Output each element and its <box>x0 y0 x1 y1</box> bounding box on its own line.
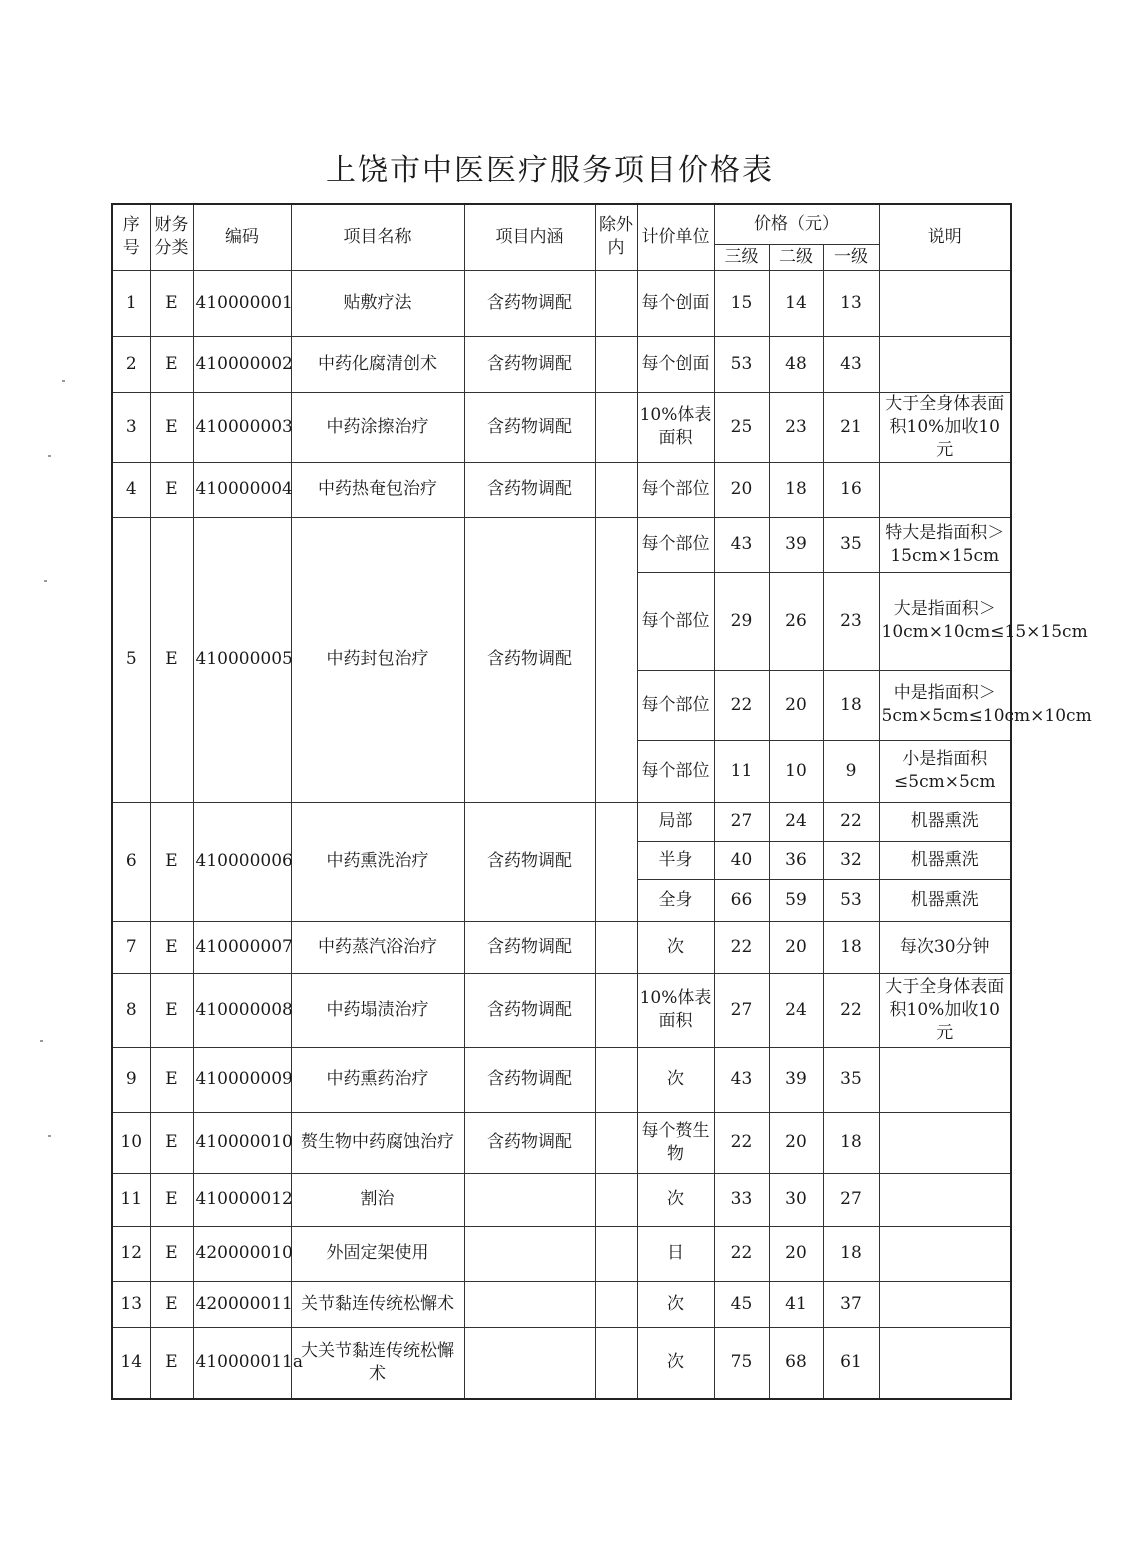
row-unit: 每个部位 <box>637 462 714 517</box>
row-price-level1: 16 <box>823 462 879 517</box>
row-code: 410000007 <box>193 921 291 973</box>
row-category: E <box>150 1281 193 1327</box>
row-price-level3: 75 <box>714 1327 769 1399</box>
row-note: 特大是指面积＞15cm×15cm <box>879 517 1011 572</box>
row-name: 中药封包治疗 <box>291 517 464 802</box>
row-price-level2: 36 <box>769 841 823 879</box>
row-excluded <box>595 802 637 921</box>
row-unit: 每个部位 <box>637 740 714 802</box>
row-name: 关节黏连传统松懈术 <box>291 1281 464 1327</box>
row-price-level1: 35 <box>823 517 879 572</box>
row-price-level1: 35 <box>823 1047 879 1112</box>
row-price-level3: 20 <box>714 462 769 517</box>
row-price-level2: 20 <box>769 1112 823 1173</box>
table-row <box>112 973 1011 1047</box>
row-note: 每次30分钟 <box>879 921 1011 973</box>
row-code: 410000001 <box>193 270 291 336</box>
row-code: 410000009 <box>193 1047 291 1112</box>
row-excluded <box>595 270 637 336</box>
header-excluded: 除外内 <box>595 204 637 270</box>
row-unit: 10%体表面积 <box>637 392 714 462</box>
row-price-level2: 24 <box>769 802 823 841</box>
row-unit: 局部 <box>637 802 714 841</box>
row-price-level1: 37 <box>823 1281 879 1327</box>
row-category: E <box>150 1047 193 1112</box>
row-price-level3: 53 <box>714 336 769 392</box>
scan-speck <box>40 1040 43 1042</box>
row-unit: 每个赘生物 <box>637 1112 714 1173</box>
row-seq: 1 <box>112 270 150 336</box>
row-seq: 7 <box>112 921 150 973</box>
row-category: E <box>150 973 193 1047</box>
row-note <box>879 1226 1011 1281</box>
row-seq: 4 <box>112 462 150 517</box>
row-note: 机器熏洗 <box>879 879 1011 921</box>
row-name: 中药塌渍治疗 <box>291 973 464 1047</box>
header-row <box>112 204 1011 244</box>
row-unit: 次 <box>637 1173 714 1226</box>
row-price-level3: 27 <box>714 802 769 841</box>
row-seq: 11 <box>112 1173 150 1226</box>
row-price-level3: 40 <box>714 841 769 879</box>
row-category: E <box>150 462 193 517</box>
row-price-level1: 22 <box>823 973 879 1047</box>
row-unit: 次 <box>637 1047 714 1112</box>
row-note: 小是指面积≤5cm×5cm <box>879 740 1011 802</box>
table-row <box>112 1112 1011 1173</box>
row-note <box>879 1112 1011 1173</box>
row-category: E <box>150 921 193 973</box>
row-category: E <box>150 336 193 392</box>
table-row <box>112 392 1011 462</box>
price-table-body <box>112 204 1092 1399</box>
row-price-level3: 43 <box>714 1047 769 1112</box>
row-price-level3: 25 <box>714 392 769 462</box>
row-price-level3: 29 <box>714 572 769 670</box>
row-name: 中药热奄包治疗 <box>291 462 464 517</box>
scan-speck <box>62 380 65 382</box>
row-name: 外固定架使用 <box>291 1226 464 1281</box>
row-price-level1: 22 <box>823 802 879 841</box>
row-unit: 次 <box>637 1281 714 1327</box>
header-level2: 二级 <box>769 244 823 270</box>
row-seq: 8 <box>112 973 150 1047</box>
row-code: 410000002 <box>193 336 291 392</box>
row-category: E <box>150 517 193 802</box>
table-row <box>112 1173 1011 1226</box>
row-content: 含药物调配 <box>464 921 595 973</box>
table-row <box>112 921 1011 973</box>
row-price-level1: 32 <box>823 841 879 879</box>
row-content: 含药物调配 <box>464 1112 595 1173</box>
row-unit: 全身 <box>637 879 714 921</box>
table-row <box>112 270 1011 336</box>
row-note: 机器熏洗 <box>879 841 1011 879</box>
header-level3: 三级 <box>714 244 769 270</box>
row-seq: 3 <box>112 392 150 462</box>
row-name: 割治 <box>291 1173 464 1226</box>
row-name: 中药熏洗治疗 <box>291 802 464 921</box>
row-content <box>464 1173 595 1226</box>
row-price-level3: 45 <box>714 1281 769 1327</box>
row-category: E <box>150 1173 193 1226</box>
row-seq: 12 <box>112 1226 150 1281</box>
row-unit: 半身 <box>637 841 714 879</box>
header-code: 编码 <box>193 204 291 270</box>
row-excluded <box>595 1226 637 1281</box>
row-excluded <box>595 517 637 802</box>
row-price-level2: 14 <box>769 270 823 336</box>
row-category: E <box>150 392 193 462</box>
row-price-level2: 20 <box>769 1226 823 1281</box>
row-content: 含药物调配 <box>464 270 595 336</box>
row-excluded <box>595 921 637 973</box>
row-content: 含药物调配 <box>464 973 595 1047</box>
row-code: 410000003 <box>193 392 291 462</box>
row-note <box>879 336 1011 392</box>
row-price-level2: 20 <box>769 670 823 740</box>
row-content: 含药物调配 <box>464 392 595 462</box>
row-content: 含药物调配 <box>464 517 595 802</box>
scan-speck <box>48 455 51 457</box>
row-price-level3: 22 <box>714 1112 769 1173</box>
row-code: 410000004 <box>193 462 291 517</box>
row-excluded <box>595 973 637 1047</box>
row-excluded <box>595 1047 637 1112</box>
row-price-level1: 21 <box>823 392 879 462</box>
row-price-level1: 18 <box>823 670 879 740</box>
row-price-level2: 39 <box>769 1047 823 1112</box>
table-row <box>112 517 1011 572</box>
row-price-level1: 27 <box>823 1173 879 1226</box>
price-table <box>111 203 1092 1400</box>
row-content <box>464 1327 595 1399</box>
row-seq: 9 <box>112 1047 150 1112</box>
row-price-level3: 22 <box>714 670 769 740</box>
header-category: 财务分类 <box>150 204 193 270</box>
row-name: 贴敷疗法 <box>291 270 464 336</box>
row-price-level3: 33 <box>714 1173 769 1226</box>
row-price-level2: 10 <box>769 740 823 802</box>
row-category: E <box>150 1112 193 1173</box>
row-note: 机器熏洗 <box>879 802 1011 841</box>
row-price-level3: 27 <box>714 973 769 1047</box>
header-level1: 一级 <box>823 244 879 270</box>
header-unit: 计价单位 <box>637 204 714 270</box>
row-note: 中是指面积＞5cm×5cm≤10cm×10cm <box>879 670 1011 740</box>
header-content: 项目内涵 <box>464 204 595 270</box>
row-note <box>879 1047 1011 1112</box>
row-note: 大于全身体表面积10%加收10元 <box>879 973 1011 1047</box>
row-note <box>879 1281 1011 1327</box>
row-excluded <box>595 1281 637 1327</box>
row-price-level3: 15 <box>714 270 769 336</box>
row-price-level2: 30 <box>769 1173 823 1226</box>
row-unit: 10%体表面积 <box>637 973 714 1047</box>
row-code: 410000008 <box>193 973 291 1047</box>
row-category: E <box>150 270 193 336</box>
row-unit: 每个部位 <box>637 572 714 670</box>
row-seq: 14 <box>112 1327 150 1399</box>
header-seq: 序号 <box>112 204 150 270</box>
row-content: 含药物调配 <box>464 336 595 392</box>
row-price-level2: 26 <box>769 572 823 670</box>
row-code: 420000011 <box>193 1281 291 1327</box>
row-content: 含药物调配 <box>464 1047 595 1112</box>
row-code: 410000012 <box>193 1173 291 1226</box>
table-row <box>112 336 1011 392</box>
row-name: 中药涂擦治疗 <box>291 392 464 462</box>
row-note <box>879 270 1011 336</box>
row-name: 赘生物中药腐蚀治疗 <box>291 1112 464 1173</box>
row-code: 410000005 <box>193 517 291 802</box>
table-row <box>112 1226 1011 1281</box>
row-price-level2: 39 <box>769 517 823 572</box>
scan-speck <box>48 1135 51 1137</box>
row-category: E <box>150 1327 193 1399</box>
row-name: 中药蒸汽浴治疗 <box>291 921 464 973</box>
scan-speck <box>44 580 47 582</box>
row-unit: 每个创面 <box>637 336 714 392</box>
row-price-level3: 22 <box>714 921 769 973</box>
row-excluded <box>595 1112 637 1173</box>
row-price-level3: 22 <box>714 1226 769 1281</box>
row-unit: 次 <box>637 921 714 973</box>
row-excluded <box>595 462 637 517</box>
table-row <box>112 802 1011 841</box>
row-note <box>879 462 1011 517</box>
row-excluded <box>595 336 637 392</box>
row-seq: 2 <box>112 336 150 392</box>
row-price-level1: 53 <box>823 879 879 921</box>
header-name: 项目名称 <box>291 204 464 270</box>
row-price-level1: 23 <box>823 572 879 670</box>
row-price-level2: 24 <box>769 973 823 1047</box>
row-content: 含药物调配 <box>464 802 595 921</box>
row-note <box>879 1327 1011 1399</box>
row-unit: 每个创面 <box>637 270 714 336</box>
row-price-level1: 18 <box>823 1226 879 1281</box>
table-row <box>112 1047 1011 1112</box>
row-price-level2: 48 <box>769 336 823 392</box>
row-content: 含药物调配 <box>464 462 595 517</box>
row-price-level2: 41 <box>769 1281 823 1327</box>
row-price-level1: 61 <box>823 1327 879 1399</box>
table-row <box>112 462 1011 517</box>
row-seq: 6 <box>112 802 150 921</box>
row-price-level3: 11 <box>714 740 769 802</box>
header-note: 说明 <box>879 204 1011 270</box>
row-excluded <box>595 1173 637 1226</box>
row-unit: 每个部位 <box>637 517 714 572</box>
row-price-level2: 20 <box>769 921 823 973</box>
row-price-level2: 18 <box>769 462 823 517</box>
row-content <box>464 1281 595 1327</box>
row-price-level2: 59 <box>769 879 823 921</box>
row-code: 410000006 <box>193 802 291 921</box>
row-name: 中药化腐清创术 <box>291 336 464 392</box>
row-unit: 日 <box>637 1226 714 1281</box>
row-code: 410000011a <box>193 1327 291 1399</box>
row-price-level1: 43 <box>823 336 879 392</box>
row-note: 大于全身体表面积10%加收10元 <box>879 392 1011 462</box>
row-note <box>879 1173 1011 1226</box>
row-unit: 每个部位 <box>637 670 714 740</box>
row-price-level3: 43 <box>714 517 769 572</box>
row-excluded <box>595 1327 637 1399</box>
page-title: 上饶市中医医疗服务项目价格表 <box>326 153 774 188</box>
row-name: 大关节黏连传统松懈术 <box>291 1327 464 1399</box>
row-note: 大是指面积＞10cm×10cm≤15×15cm <box>879 572 1011 670</box>
row-excluded <box>595 392 637 462</box>
row-content <box>464 1226 595 1281</box>
row-unit: 次 <box>637 1327 714 1399</box>
row-name: 中药熏药治疗 <box>291 1047 464 1112</box>
row-price-level3: 66 <box>714 879 769 921</box>
row-price-level2: 23 <box>769 392 823 462</box>
row-category: E <box>150 802 193 921</box>
row-code: 410000010 <box>193 1112 291 1173</box>
row-price-level1: 18 <box>823 1112 879 1173</box>
row-price-level1: 9 <box>823 740 879 802</box>
row-price-level1: 13 <box>823 270 879 336</box>
table-row <box>112 1281 1011 1327</box>
row-price-level1: 18 <box>823 921 879 973</box>
row-seq: 13 <box>112 1281 150 1327</box>
row-category: E <box>150 1226 193 1281</box>
header-price: 价格（元） <box>714 204 879 244</box>
table-row <box>112 1327 1011 1399</box>
row-seq: 10 <box>112 1112 150 1173</box>
row-price-level2: 68 <box>769 1327 823 1399</box>
row-seq: 5 <box>112 517 150 802</box>
row-code: 420000010 <box>193 1226 291 1281</box>
